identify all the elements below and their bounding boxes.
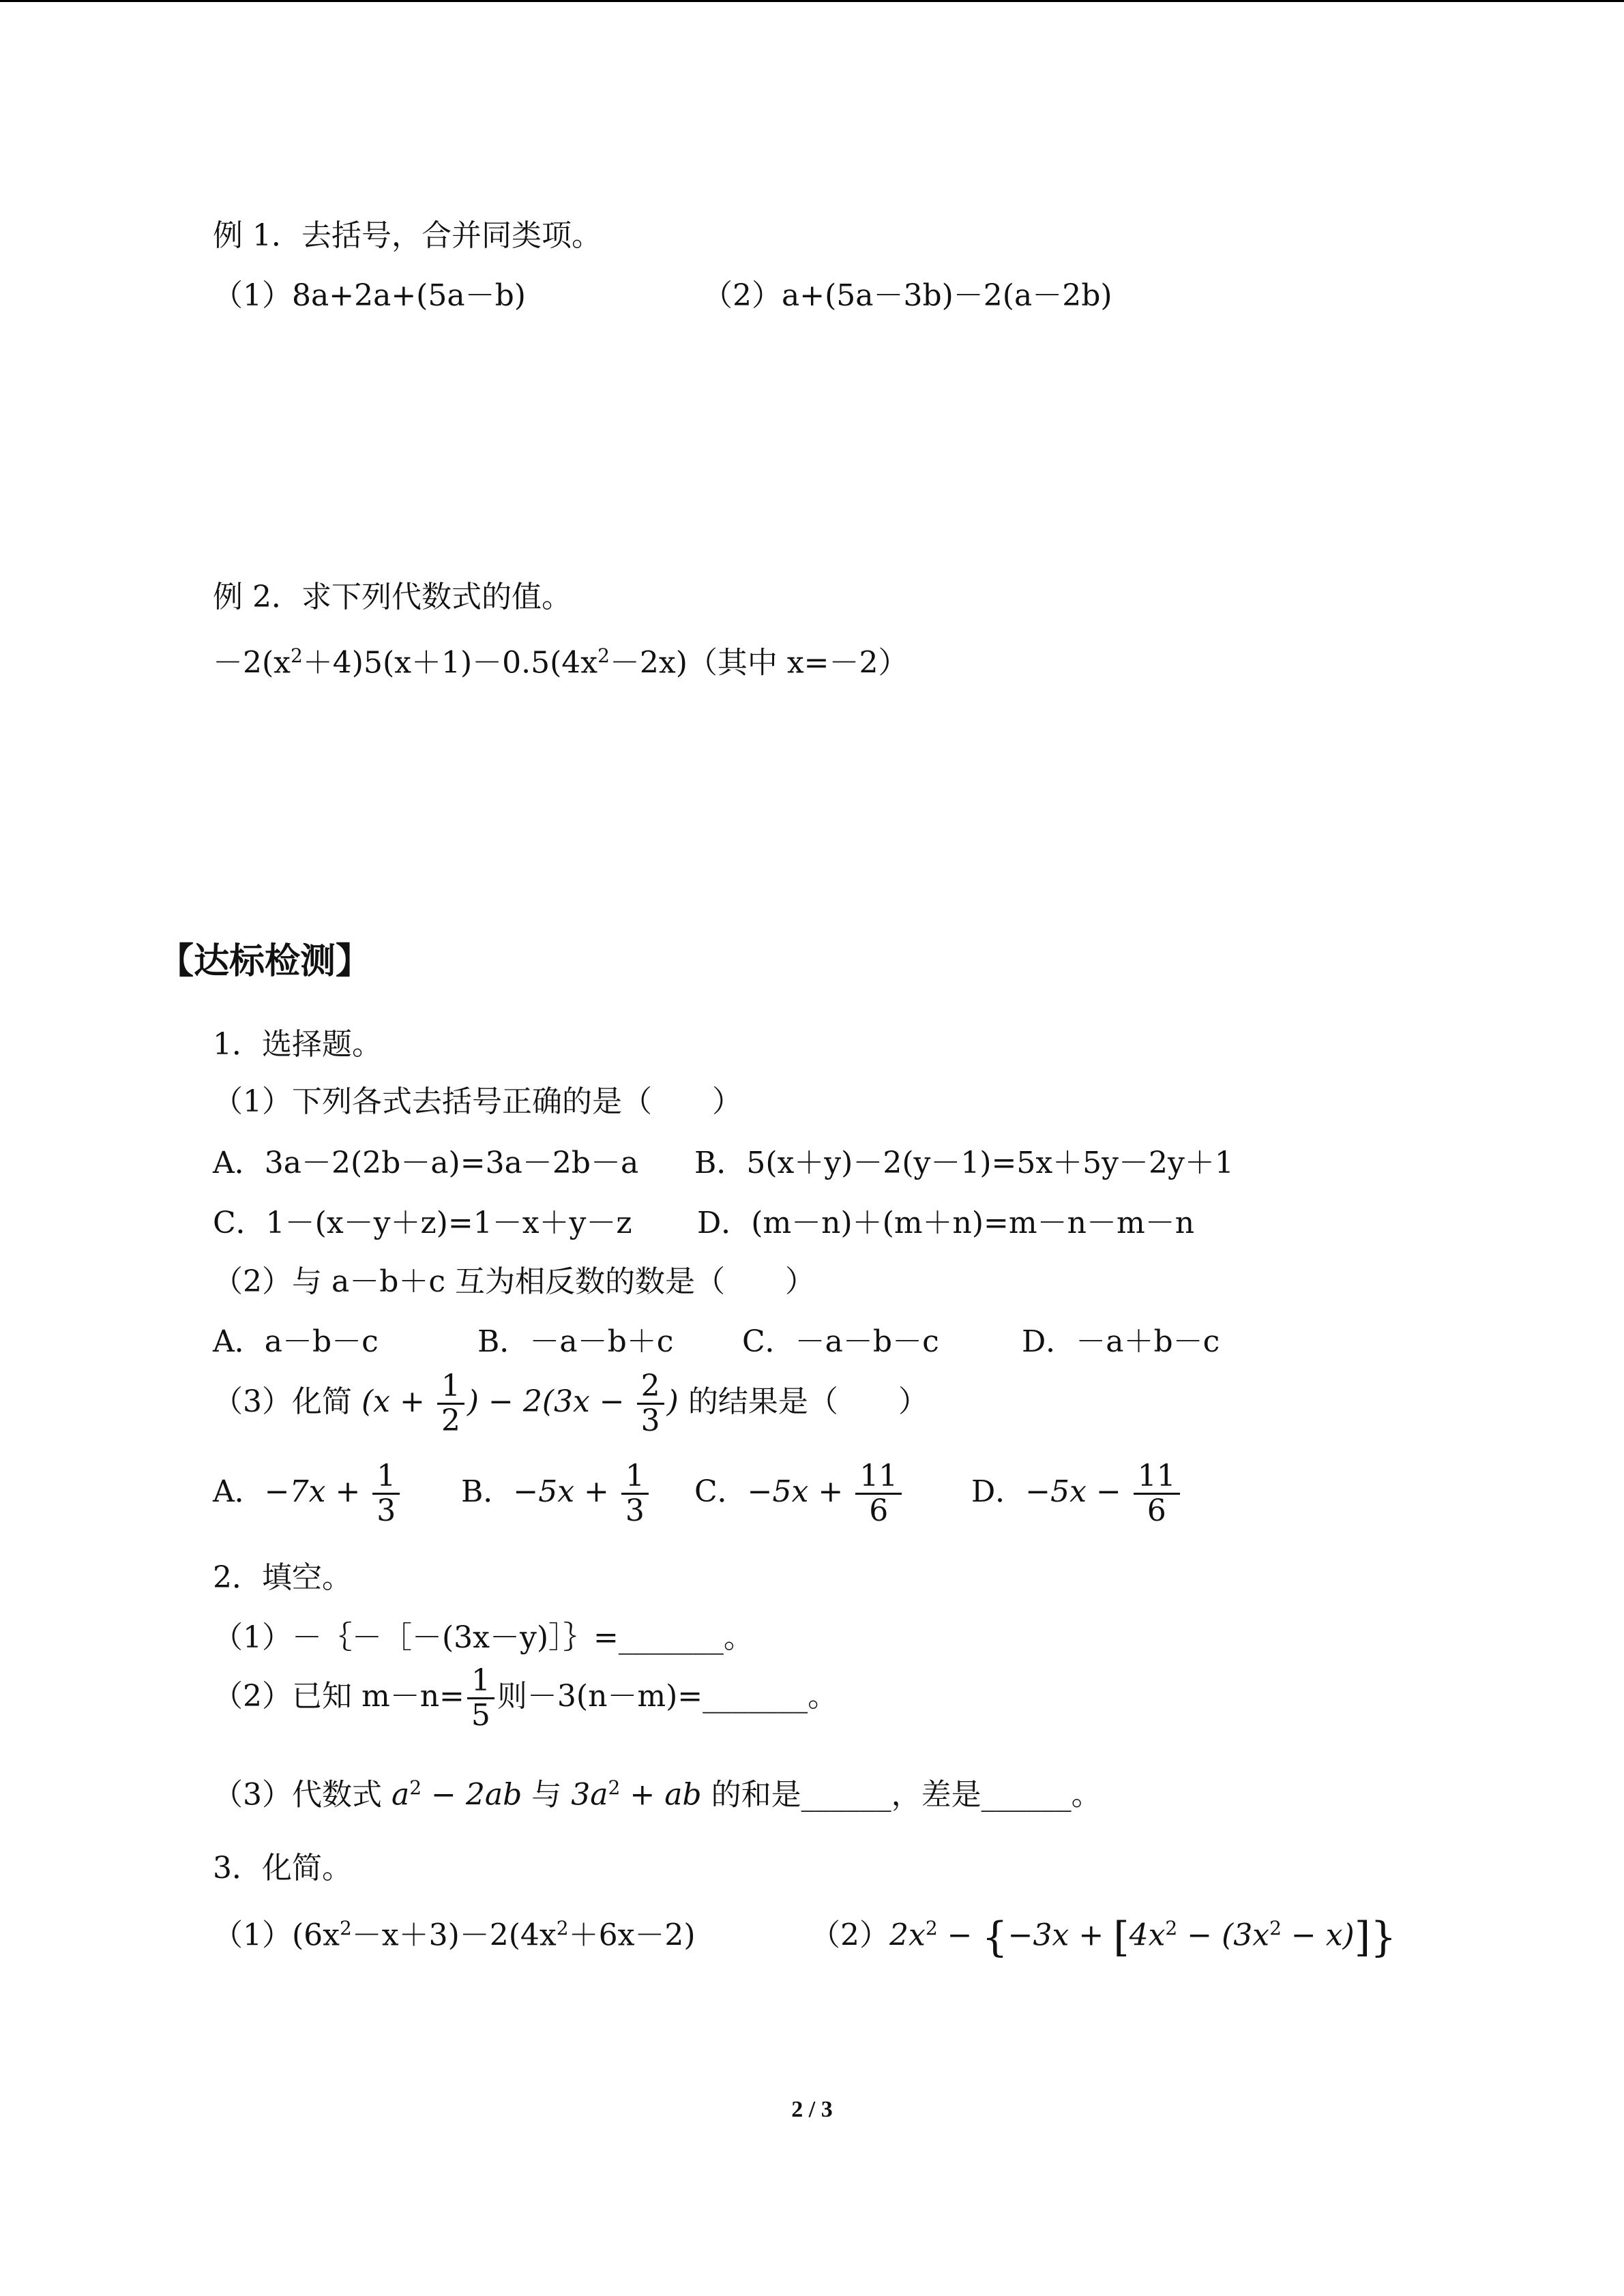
q1-sub2: （2）与 a－b＋c 互为相反数的数是（ ） <box>213 1264 816 1299</box>
q1-sub1-option-c: C．1－(x－y＋z)=1－x＋y－z <box>213 1206 632 1240</box>
q2-sub3: （3）代数式 $a^2 - 2ab$ 与 $3a^2$ + ab 的和是______，差是______。 <box>213 1776 1102 1813</box>
q2-title: 2．填空。 <box>213 1560 352 1595</box>
section-heading: 【达标检测】 <box>158 941 372 982</box>
example2-title: 例 2．求下列代数式的值。 <box>213 580 572 614</box>
q3-title: 3．化简。 <box>213 1851 352 1885</box>
q1-sub3-option-b: B．−5x + $\frac{1}{3}$ <box>461 1459 651 1527</box>
q2-sub2: （2）已知 m－n= $\frac{1}{5}$ 则－3(n－m)=_______。 <box>213 1663 838 1733</box>
page-number: 2 / 3 <box>791 2097 833 2122</box>
example1-part2: （2）a+(5a－3b)－2(a－2b) <box>703 278 1112 313</box>
q1-sub2-option-c: C．－a－b－c <box>742 1324 939 1359</box>
fraction-one-half: $\frac{1}{2}$ <box>437 1370 464 1437</box>
q1-title: 1．选择题。 <box>213 1027 382 1062</box>
q1-sub2-option-b: B．－a－b＋c <box>477 1324 674 1359</box>
q1-sub2-option-a: A．a－b－c <box>213 1324 379 1359</box>
q1-sub1-option-d: D．(m－n)＋(m＋n)=m－n－m－n <box>697 1206 1195 1240</box>
q1-sub2-option-d: D．－a＋b－c <box>1022 1324 1220 1359</box>
q1-sub1-option-b: B．5(x＋y)－2(y－1)=5x＋5y－2y＋1 <box>694 1146 1234 1180</box>
example2-expression: $-2(x^2+4)5(x+1)-0.5(4x^2-2x)$（其中 x=－2） <box>213 644 909 681</box>
q2-sub1: （1）－｛－［－(3x－y)］｝=_______。 <box>213 1620 754 1655</box>
q1-sub1-option-a: A．3a－2(2b－a)=3a－2b－a <box>213 1146 639 1180</box>
q1-sub3: （3）化简 (x + $\frac{1}{2}$ ) − 2(3x − $\frac{2}{3}$ ) 的结果是（ ） <box>213 1369 928 1438</box>
fraction-one-fifth: $\frac{1}{5}$ <box>467 1665 494 1732</box>
q1-sub1: （1）下列各式去括号正确的是（ ） <box>213 1084 742 1119</box>
fraction-two-thirds: $\frac{2}{3}$ <box>637 1370 664 1437</box>
q3-sub2: $(2)2x^2 - \{-3x + [4x^2 - (3x^2 - x)]\}$ <box>810 1913 1397 1962</box>
q1-sub3-option-c: C．−5x + $\frac{11}{6}$ <box>694 1459 904 1527</box>
q1-sub3-option-a: A．−7x + $\frac{1}{3}$ <box>213 1459 402 1527</box>
example1-part1: （1）8a+2a+(5a－b) <box>213 278 526 313</box>
top-border-line <box>0 0 1624 2</box>
q3-sub1: $(1)(6x^2-x+3)-2(4x^2+6x-2)$ <box>213 1917 696 1953</box>
q1-sub3-option-d: D．−5x − $\frac{11}{6}$ <box>971 1459 1183 1527</box>
example1-title: 例 1．去括号，合并同类项。 <box>213 218 602 253</box>
